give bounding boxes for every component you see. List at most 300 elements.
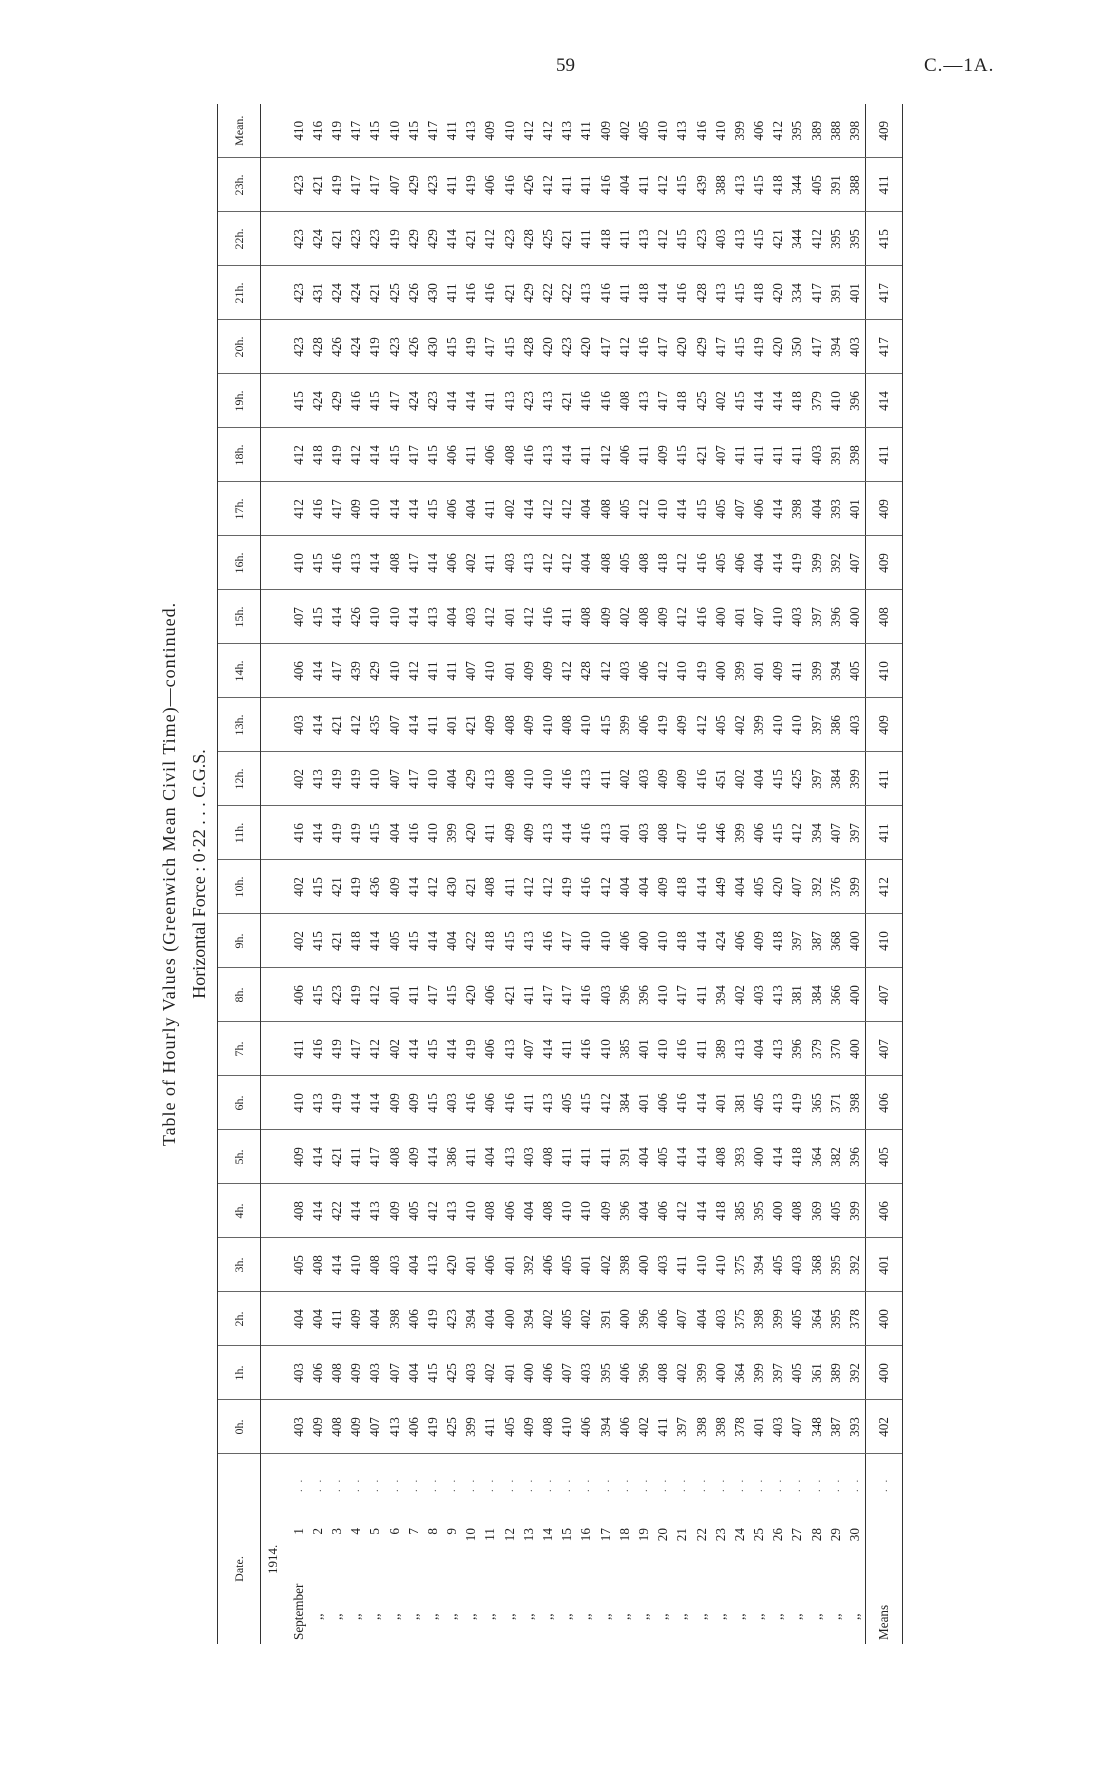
value-cell: 409 — [519, 644, 538, 698]
value-cell: 414 — [366, 428, 385, 482]
page-number: 59 — [556, 55, 575, 76]
value-cell: 404 — [462, 482, 481, 536]
day-number: 21 — [674, 1528, 690, 1542]
value-cell: 409 — [481, 698, 500, 752]
value-cell: 416 — [577, 374, 596, 428]
value-cell: 364 — [730, 1346, 749, 1400]
document-reference: C.—1A. — [924, 55, 995, 76]
value-cell: 405 — [385, 914, 404, 968]
month-label: ,, — [405, 1613, 421, 1620]
value-cell: 334 — [788, 266, 807, 320]
value-cell: 412 — [423, 1184, 442, 1238]
day-number: 9 — [444, 1528, 460, 1535]
value-cell: 421 — [558, 374, 577, 428]
value-cell: 415 — [443, 320, 462, 374]
mean-value-cell: 414 — [865, 374, 902, 428]
value-cell: 409 — [500, 806, 519, 860]
value-cell: 411 — [577, 158, 596, 212]
value-cell: 399 — [807, 536, 826, 590]
day-number: 25 — [751, 1528, 767, 1542]
value-cell: 411 — [443, 158, 462, 212]
mean-value-cell: 401 — [865, 1238, 902, 1292]
value-cell: 410 — [366, 482, 385, 536]
value-cell: 405 — [711, 698, 730, 752]
value-cell: 406 — [481, 1022, 500, 1076]
table-row — [385, 104, 404, 1644]
value-cell: 411 — [769, 428, 788, 482]
date-cell — [596, 1494, 615, 1644]
value-cell: 405 — [769, 1238, 788, 1292]
value-cell: 424 — [711, 914, 730, 968]
value-cell: 408 — [308, 1238, 327, 1292]
value-cell: 416 — [692, 536, 711, 590]
value-cell: 392 — [807, 860, 826, 914]
value-cell: 415 — [673, 212, 692, 266]
value-cell: 411 — [577, 212, 596, 266]
mean-value-cell: 406 — [865, 1076, 902, 1130]
value-cell: 401 — [634, 1076, 653, 1130]
value-cell: 401 — [385, 968, 404, 1022]
value-cell: 404 — [634, 1184, 653, 1238]
value-cell: 414 — [404, 698, 423, 752]
value-cell: 412 — [519, 590, 538, 644]
value-cell: 412 — [261, 428, 309, 482]
value-cell: 410 — [654, 968, 673, 1022]
leader-dots: . . — [714, 1477, 727, 1492]
value-cell: 417 — [404, 752, 423, 806]
value-cell: 405 — [261, 1238, 309, 1292]
value-cell: 399 — [807, 644, 826, 698]
value-cell: 404 — [308, 1292, 327, 1346]
value-cell: 429 — [423, 212, 442, 266]
month-label: ,, — [674, 1613, 690, 1620]
value-cell: 416 — [577, 860, 596, 914]
value-cell: 405 — [615, 536, 634, 590]
value-cell: 415 — [423, 482, 442, 536]
value-cell: 403 — [788, 1238, 807, 1292]
value-cell: 411 — [481, 482, 500, 536]
value-cell: 409 — [654, 428, 673, 482]
value-cell: 419 — [347, 968, 366, 1022]
value-cell: 405 — [558, 1076, 577, 1130]
value-cell: 412 — [404, 644, 423, 698]
month-label: ,, — [808, 1613, 824, 1620]
value-cell: 415 — [385, 428, 404, 482]
value-cell: 402 — [730, 752, 749, 806]
value-cell: 416 — [538, 590, 557, 644]
value-cell: 384 — [615, 1076, 634, 1130]
value-cell: 415 — [577, 1076, 596, 1130]
value-cell: 412 — [519, 104, 538, 158]
value-cell: 412 — [538, 860, 557, 914]
value-cell: 409 — [261, 1130, 309, 1184]
value-cell: 415 — [366, 104, 385, 158]
value-cell: 410 — [654, 914, 673, 968]
value-cell: 414 — [538, 1022, 557, 1076]
value-cell: 410 — [423, 752, 442, 806]
column-header: 5h. — [218, 1130, 261, 1184]
value-cell: 404 — [615, 860, 634, 914]
value-cell: 416 — [673, 266, 692, 320]
value-cell: 400 — [750, 1130, 769, 1184]
value-cell: 419 — [327, 158, 346, 212]
value-cell: 404 — [404, 1238, 423, 1292]
value-cell: 410 — [654, 1022, 673, 1076]
value-cell: 410 — [519, 752, 538, 806]
value-cell: 402 — [481, 1346, 500, 1400]
value-cell: 404 — [615, 158, 634, 212]
date-cell — [577, 1494, 596, 1644]
mean-value-cell: 402 — [865, 1400, 902, 1454]
value-cell: 418 — [788, 374, 807, 428]
table-row — [654, 104, 673, 1644]
value-cell: 406 — [481, 428, 500, 482]
value-cell: 394 — [519, 1292, 538, 1346]
value-cell: 409 — [347, 1292, 366, 1346]
table-row — [596, 104, 615, 1644]
value-cell: 408 — [711, 1130, 730, 1184]
value-cell: 408 — [634, 590, 653, 644]
value-cell: 412 — [538, 104, 557, 158]
column-header: 23h. — [218, 158, 261, 212]
value-cell: 410 — [673, 644, 692, 698]
value-cell: 408 — [261, 1184, 309, 1238]
day-number: 17 — [597, 1528, 613, 1542]
value-cell: 419 — [327, 806, 346, 860]
value-cell: 409 — [673, 752, 692, 806]
date-cell — [443, 1494, 462, 1644]
value-cell: 413 — [443, 1184, 462, 1238]
value-cell: 399 — [750, 698, 769, 752]
value-cell: 406 — [634, 644, 653, 698]
value-cell: 408 — [577, 590, 596, 644]
value-cell: 419 — [327, 752, 346, 806]
value-cell: 413 — [769, 1022, 788, 1076]
date-cell — [615, 1494, 634, 1644]
value-cell: 411 — [423, 698, 442, 752]
value-cell: 413 — [538, 428, 557, 482]
value-cell: 413 — [308, 1076, 327, 1130]
value-cell: 409 — [519, 1400, 538, 1454]
month-label: ,, — [328, 1613, 344, 1620]
value-cell: 399 — [769, 1292, 788, 1346]
value-cell: 403 — [500, 536, 519, 590]
value-cell: 419 — [462, 158, 481, 212]
value-cell: 411 — [347, 1130, 366, 1184]
value-cell: 420 — [538, 320, 557, 374]
value-cell: 429 — [519, 266, 538, 320]
column-header: 9h. — [218, 914, 261, 968]
date-cell — [308, 1494, 327, 1644]
day-number: 19 — [635, 1528, 651, 1542]
mean-value-cell: 409 — [865, 536, 902, 590]
mean-value-cell: 411 — [865, 158, 902, 212]
value-cell: 391 — [826, 266, 845, 320]
value-cell: 418 — [654, 536, 673, 590]
value-cell: 410 — [500, 104, 519, 158]
column-header: Mean. — [218, 104, 261, 158]
value-cell: 397 — [845, 806, 865, 860]
value-cell: 399 — [730, 104, 749, 158]
value-cell: 416 — [538, 914, 557, 968]
value-cell: 411 — [692, 968, 711, 1022]
value-cell: 416 — [577, 968, 596, 1022]
value-cell: 366 — [826, 968, 845, 1022]
value-cell: 406 — [750, 806, 769, 860]
value-cell: 417 — [327, 482, 346, 536]
value-cell: 416 — [519, 428, 538, 482]
value-cell: 387 — [807, 914, 826, 968]
value-cell: 396 — [826, 590, 845, 644]
value-cell: 411 — [788, 644, 807, 698]
value-cell: 423 — [261, 158, 309, 212]
value-cell: 411 — [788, 428, 807, 482]
month-label: ,, — [847, 1613, 863, 1620]
value-cell: 401 — [500, 590, 519, 644]
value-cell: 419 — [327, 104, 346, 158]
value-cell: 413 — [500, 1022, 519, 1076]
day-number: 5 — [367, 1528, 383, 1535]
value-cell: 415 — [308, 914, 327, 968]
value-cell: 420 — [462, 806, 481, 860]
value-cell: 415 — [308, 968, 327, 1022]
value-cell: 415 — [769, 752, 788, 806]
value-cell: 364 — [807, 1292, 826, 1346]
value-cell: 375 — [730, 1238, 749, 1292]
mean-value-cell: 400 — [865, 1292, 902, 1346]
value-cell: 407 — [366, 1400, 385, 1454]
value-cell: 412 — [654, 212, 673, 266]
value-cell: 449 — [711, 860, 730, 914]
value-cell: 406 — [730, 536, 749, 590]
value-cell: 389 — [711, 1022, 730, 1076]
day-number: 16 — [578, 1528, 594, 1542]
date-cell — [538, 1494, 557, 1644]
value-cell: 400 — [845, 1022, 865, 1076]
value-cell: 410 — [596, 914, 615, 968]
column-header-date: Date. — [218, 1494, 261, 1644]
value-cell: 414 — [404, 1022, 423, 1076]
value-cell: 411 — [577, 1130, 596, 1184]
value-cell: 409 — [404, 1076, 423, 1130]
value-cell: 416 — [404, 806, 423, 860]
value-cell: 411 — [261, 1022, 309, 1076]
value-cell: 364 — [807, 1130, 826, 1184]
value-cell: 411 — [558, 1022, 577, 1076]
value-cell: 409 — [769, 644, 788, 698]
column-header: 14h. — [218, 644, 261, 698]
value-cell: 409 — [519, 806, 538, 860]
date-cell — [673, 1494, 692, 1644]
value-cell: 404 — [481, 1130, 500, 1184]
value-cell: 414 — [673, 482, 692, 536]
value-cell: 378 — [730, 1400, 749, 1454]
date-cell — [769, 1494, 788, 1644]
value-cell: 402 — [538, 1292, 557, 1346]
value-cell: 402 — [596, 1238, 615, 1292]
value-cell: 403 — [261, 1346, 309, 1400]
value-cell: 403 — [769, 1400, 788, 1454]
value-cell: 408 — [634, 536, 653, 590]
leader-dots: . . — [753, 1477, 766, 1492]
value-cell: 416 — [692, 806, 711, 860]
value-cell: 403 — [711, 212, 730, 266]
month-label: ,, — [770, 1613, 786, 1620]
value-cell: 402 — [577, 1292, 596, 1346]
day-number: 22 — [693, 1528, 709, 1542]
value-cell: 406 — [615, 1400, 634, 1454]
month-label: ,, — [559, 1613, 575, 1620]
table-row — [481, 104, 500, 1644]
month-label: ,, — [731, 1613, 747, 1620]
table-subtitle: Horizontal Force : 0·22 . . . C.G.S. — [189, 749, 209, 999]
value-cell: 413 — [577, 752, 596, 806]
value-cell: 410 — [366, 752, 385, 806]
table-row — [577, 104, 596, 1644]
value-cell: 429 — [462, 752, 481, 806]
value-cell: 401 — [845, 266, 865, 320]
value-cell: 408 — [500, 428, 519, 482]
value-cell: 414 — [443, 374, 462, 428]
value-cell: 398 — [788, 482, 807, 536]
value-cell: 411 — [327, 1292, 346, 1346]
value-cell: 415 — [730, 320, 749, 374]
value-cell: 409 — [654, 590, 673, 644]
table-row — [634, 104, 653, 1644]
value-cell: 418 — [308, 428, 327, 482]
value-cell: 419 — [327, 1022, 346, 1076]
value-cell: 429 — [366, 644, 385, 698]
table-row — [366, 104, 385, 1644]
value-cell: 414 — [769, 482, 788, 536]
value-cell: 413 — [634, 212, 653, 266]
value-cell: 413 — [596, 806, 615, 860]
table-row — [462, 104, 481, 1644]
value-cell: 411 — [481, 374, 500, 428]
value-cell: 421 — [500, 968, 519, 1022]
value-cell: 389 — [826, 1346, 845, 1400]
date-cell — [500, 1494, 519, 1644]
value-cell: 402 — [385, 1022, 404, 1076]
value-cell: 411 — [634, 158, 653, 212]
value-cell: 414 — [692, 860, 711, 914]
value-cell: 411 — [443, 104, 462, 158]
value-cell: 402 — [462, 536, 481, 590]
value-cell: 417 — [423, 104, 442, 158]
value-cell: 410 — [788, 698, 807, 752]
day-number: 1 — [290, 1528, 306, 1535]
value-cell: 414 — [692, 1184, 711, 1238]
value-cell: 416 — [308, 1022, 327, 1076]
value-cell: 419 — [558, 860, 577, 914]
table-row — [807, 104, 826, 1644]
value-cell: 421 — [327, 1130, 346, 1184]
value-cell: 417 — [404, 536, 423, 590]
value-cell: 418 — [481, 914, 500, 968]
value-cell: 413 — [711, 266, 730, 320]
column-header: 12h. — [218, 752, 261, 806]
value-cell: 404 — [577, 536, 596, 590]
value-cell: 406 — [481, 1076, 500, 1130]
value-cell: 423 — [327, 968, 346, 1022]
value-cell: 412 — [673, 536, 692, 590]
column-header: 0h. — [218, 1400, 261, 1454]
value-cell: 417 — [538, 968, 557, 1022]
value-cell: 394 — [750, 1238, 769, 1292]
value-cell: 400 — [615, 1292, 634, 1346]
value-cell: 410 — [538, 698, 557, 752]
value-cell: 415 — [308, 590, 327, 644]
value-cell: 404 — [577, 482, 596, 536]
value-cell: 424 — [327, 266, 346, 320]
value-cell: 417 — [807, 320, 826, 374]
value-cell: 415 — [443, 968, 462, 1022]
value-cell: 402 — [711, 374, 730, 428]
value-cell: 414 — [327, 590, 346, 644]
value-cell: 414 — [769, 1130, 788, 1184]
day-number: 10 — [463, 1528, 479, 1542]
value-cell: 423 — [261, 320, 309, 374]
value-cell: 407 — [711, 428, 730, 482]
mean-value-cell: 405 — [865, 1130, 902, 1184]
value-cell: 407 — [261, 590, 309, 644]
day-number: 7 — [405, 1528, 421, 1535]
table-row — [308, 104, 327, 1644]
month-label: ,, — [616, 1613, 632, 1620]
value-cell: 406 — [615, 428, 634, 482]
month-label: ,, — [712, 1613, 728, 1620]
value-cell: 398 — [845, 428, 865, 482]
table-row — [692, 104, 711, 1644]
column-header: 22h. — [218, 212, 261, 266]
value-cell: 417 — [807, 266, 826, 320]
value-cell: 397 — [769, 1346, 788, 1400]
value-cell: 429 — [404, 158, 423, 212]
value-cell: 400 — [845, 590, 865, 644]
value-cell: 409 — [519, 698, 538, 752]
value-cell: 391 — [826, 158, 845, 212]
value-cell: 412 — [481, 590, 500, 644]
value-cell: 415 — [673, 428, 692, 482]
date-cell — [654, 1494, 673, 1644]
value-cell: 421 — [462, 698, 481, 752]
column-header: 18h. — [218, 428, 261, 482]
value-cell: 417 — [558, 914, 577, 968]
column-header: 16h. — [218, 536, 261, 590]
value-cell: 411 — [558, 158, 577, 212]
date-cell — [404, 1494, 423, 1644]
value-cell: 408 — [500, 698, 519, 752]
value-cell: 412 — [615, 320, 634, 374]
table-row — [615, 104, 634, 1644]
value-cell: 405 — [807, 158, 826, 212]
value-cell: 421 — [327, 860, 346, 914]
value-cell: 410 — [692, 1238, 711, 1292]
value-cell: 406 — [730, 914, 749, 968]
value-cell: 409 — [347, 482, 366, 536]
value-cell: 429 — [692, 320, 711, 374]
value-cell: 403 — [750, 968, 769, 1022]
value-cell: 412 — [596, 1076, 615, 1130]
value-cell: 411 — [692, 1022, 711, 1076]
value-cell: 421 — [327, 698, 346, 752]
column-header: 6h. — [218, 1076, 261, 1130]
value-cell: 417 — [366, 1130, 385, 1184]
value-cell: 344 — [788, 212, 807, 266]
value-cell: 408 — [615, 374, 634, 428]
day-number: 18 — [616, 1528, 632, 1542]
month-label: ,, — [520, 1613, 536, 1620]
